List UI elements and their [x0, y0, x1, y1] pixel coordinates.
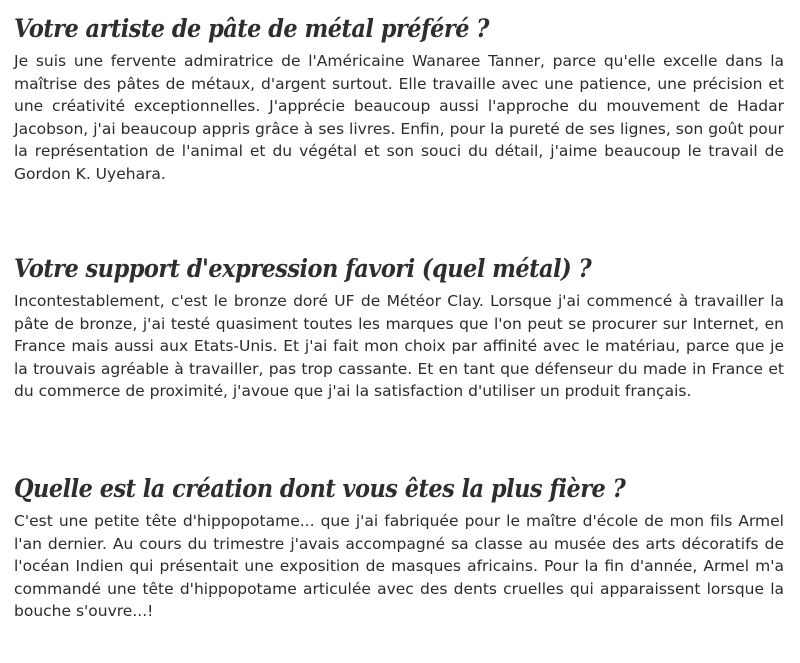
answer-paragraph: C'est une petite tête d'hippopotame... que j'ai fabriquée pour le maître d'école de mon fils Armel l'an dernier. Au cours du trimestre j'avais accompagné sa classe au musée des arts décoratifs de l'océan Indien qui présentait une exposition de masques africains. Pour la fin d'année, Armel m'a commandé une tête d'hippopotame articulée avec des dents cruelles qui apparaissent lorsque la bouche s'ouvre...! [14, 512, 784, 621]
question-heading: Votre artiste de pâte de métal préféré ? [14, 14, 489, 43]
answer-paragraph: Incontestablement, c'est le bronze doré UF de Météor Clay. Lorsque j'ai commencé à travailler la pâte de bronze, j'ai testé quasiment toutes les marques que l'on peut se procurer sur Internet, en France mais aussi aux Etats-Unis. Et j'ai fait mon choix par affinité avec le matériau, parce que je la trouvais agréable à travailler, pas trop cassante. Et en tant que défenseur du made in France et du commerce de proximité, j'avoue que j'ai la satisfaction d'utiliser un produit français. [14, 292, 784, 401]
question-heading: Quelle est la création dont vous êtes la plus fière ? [14, 474, 626, 503]
question-heading: Votre support d'expression favori (quel métal) ? [14, 254, 592, 283]
interview-section-favorite-artist [14, 12, 784, 186]
interview-section-favorite-metal [14, 252, 784, 403]
interview-section-proudest-creation [14, 472, 784, 623]
answer-paragraph: Je suis une fervente admiratrice de l'Américaine Wanaree Tanner, parce qu'elle excelle dans la maîtrise des pâtes de métaux, d'argent surtout. Elle travaille avec une patience, une précision et une créativité exceptionnelles. J'apprécie beaucoup aussi l'approche du mouvement de Hadar Jacobson, j'ai beaucoup appris grâce à ses livres. Enfin, pour la pureté de ses lignes, son goût pour la représentation de l'animal et du végétal et son souci du détail, j'aime beaucoup le travail de Gordon K. Uyehara. [14, 52, 784, 183]
